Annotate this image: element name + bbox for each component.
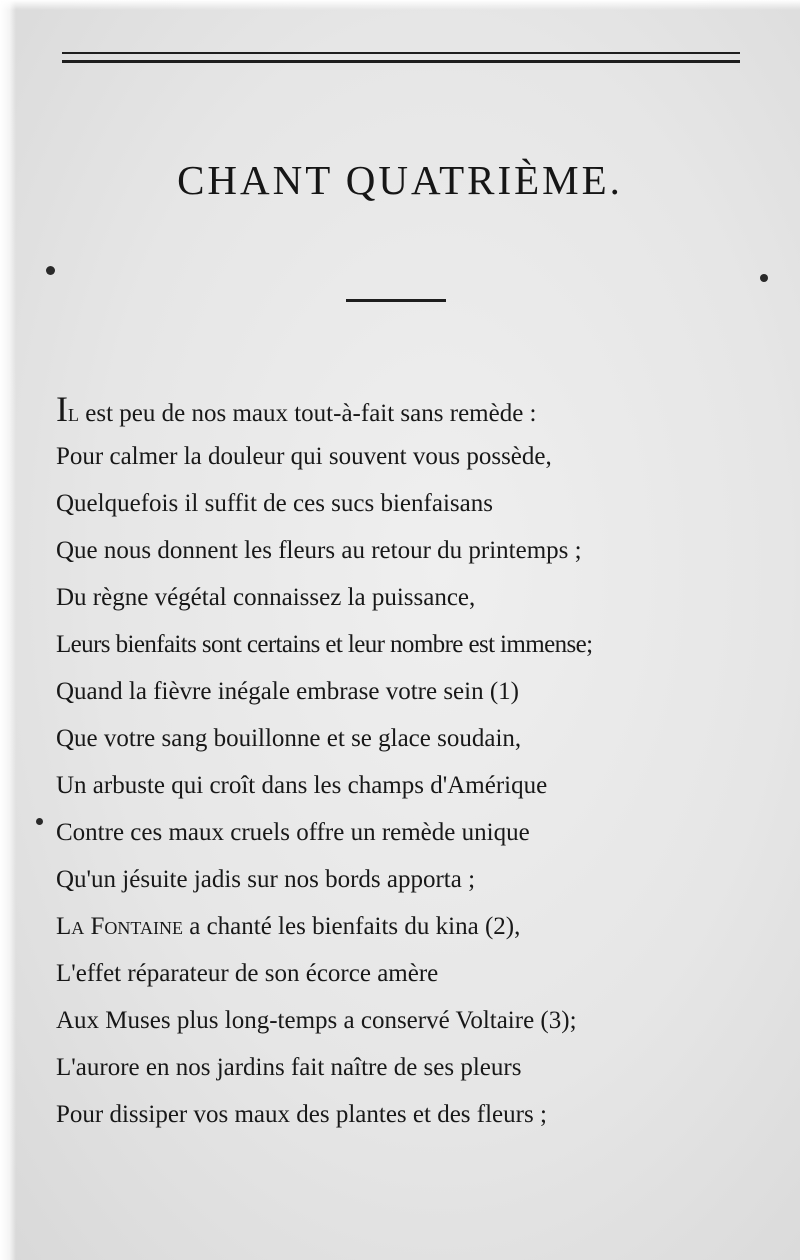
title-separator-rule (346, 299, 446, 302)
header-rule-thin (62, 52, 740, 54)
verse-line-12-text: a chanté les bienfaits du kina (2), (182, 913, 521, 940)
header-rule-thick (62, 60, 740, 63)
verse-line-3: Quelquefois il suffit de ces sucs bienfaisans (56, 490, 493, 517)
verse-line-11: Qu'un jésuite jadis sur nos bords apporta ; (56, 866, 476, 893)
author-name-smallcaps: La Fontaine (56, 913, 183, 940)
poem-verses (56, 386, 796, 1138)
verse-line-12 (56, 903, 796, 950)
verse-line-5: Du règne végétal connaissez la puissance, (56, 584, 476, 611)
verse-line-1-text: est peu de nos maux tout-à-fait sans remède : (79, 400, 537, 427)
verse-line-14: Aux Muses plus long-temps a conservé Voltaire (3); (56, 1007, 577, 1034)
chapter-title: CHANT QUATRIÈME. (177, 157, 623, 203)
verse-line-16: Pour dissiper vos maux des plantes et des fleurs ; (56, 1101, 547, 1128)
drop-cap: I (56, 389, 68, 429)
verse-line-6: Leurs bienfaits sont certains et leur nombre est immense; (56, 631, 593, 658)
verse-line-4: Que nous donnent les fleurs au retour du printemps ; (56, 537, 582, 564)
ink-speck (36, 818, 43, 825)
verse-line-8: Que votre sang bouillonne et se glace soudain, (56, 725, 522, 752)
verse-line-13: L'effet réparateur de son écorce amère (56, 960, 439, 987)
verse-line-10: Contre ces maux cruels offre un remède unique (56, 819, 530, 846)
verse-line-15: L'aurore en nos jardins fait naître de ses pleurs (56, 1054, 522, 1081)
page-edge-top (0, 0, 800, 10)
small-cap-letter: l (68, 400, 79, 427)
ink-speck (46, 266, 55, 275)
verse-line-2: Pour calmer la douleur qui souvent vous possède, (56, 443, 552, 470)
verse-line-7: Quand la fièvre inégale embrase votre sein (1) (56, 678, 519, 705)
verse-line-9: Un arbuste qui croît dans les champs d'Amérique (56, 772, 548, 799)
verse-line-1 (56, 386, 796, 433)
ink-speck (760, 274, 768, 282)
